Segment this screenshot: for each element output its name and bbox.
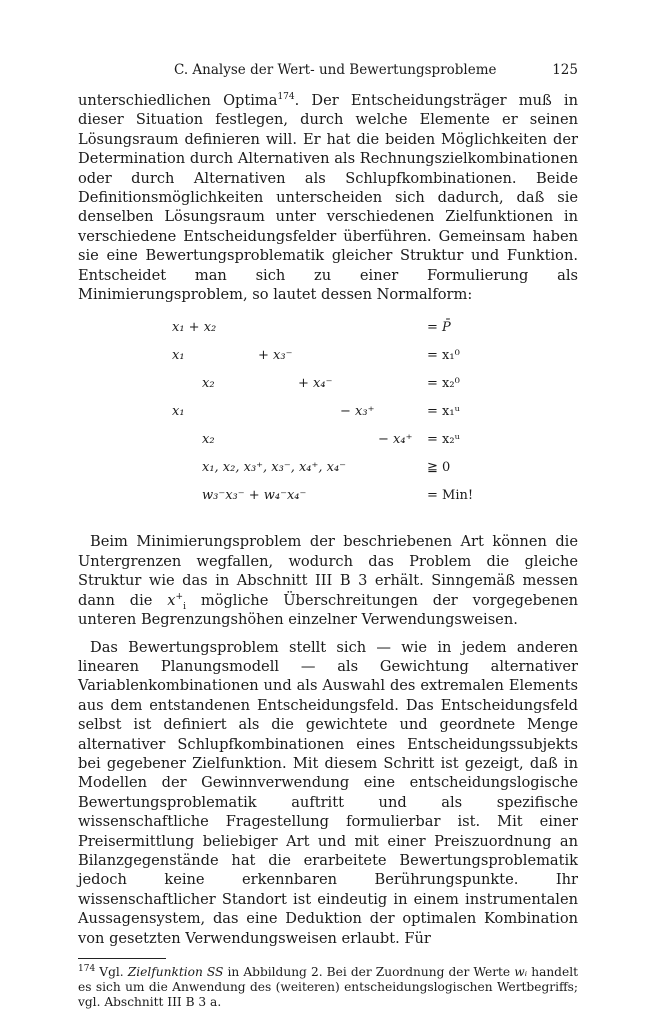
constraint-row-1 [78, 320, 578, 340]
variable-x-sub: i [183, 601, 186, 612]
row-2-x1: x₁ [172, 348, 185, 364]
page-number: 125 [552, 62, 578, 78]
footnote-text-b: in Abbildung 2. Bei der Zuordnung der Werte [223, 965, 515, 979]
row-4-x1: x₁ [172, 404, 185, 420]
row-2-term: + x₃⁻ [258, 348, 293, 364]
paragraph-1-body: . Der Entscheidungsträger muß in dieser Situation festlegen, durch welche Elemente er seinen Lösungsraum definieren will. Er hat die beiden Möglichkeiten der Determination durch Alternativen als Rechnungszielkombinationen oder durch Alternativen als Schlupfkombinationen. Beide Definitionsmöglichkeiten unterscheiden sich dadurch, daß sie denselben Lösungsraum unter verschiedenen Zielfunktionen in verschiedene Entscheidungsfelder überführen. Gemeinsam haben sie eine Bewertungsproblematik gleicher Struktur und Funktion. Entscheidet man sich zu einer Formulierung als Minimierungsproblem, so lautet dessen Normalform: [78, 92, 578, 304]
row-3-term: + x₄⁻ [298, 376, 333, 392]
footnote-text-a: Vgl. [95, 965, 128, 979]
row-4-rhs: = x₁ᵘ [427, 404, 460, 420]
footnote-174 [78, 965, 578, 1011]
constraint-row-3 [78, 376, 578, 396]
row-1-rhs [427, 320, 451, 335]
row-6-vars: x₁, x₂, x₃⁺, x₃⁻, x₄⁺, x₄⁻ [202, 460, 347, 476]
paragraph-2-start: Beim Minimierungsproblem der beschriebenen Art können die Untergrenzen wegfallen, wodurch das Problem die gleiche Struktur wie das in Abschnitt III B 3 erhält. Sinngemäß messen dann die [78, 533, 578, 609]
footnote-rule [78, 958, 166, 959]
row-6-rhs: ≧ 0 [427, 460, 451, 476]
objective-function: w₃⁻x₃⁻ + w₄⁻x₄⁻ [202, 488, 307, 504]
paragraph-2 [78, 532, 578, 629]
row-4-term: − x₃⁺ [340, 404, 375, 420]
constraint-row-2 [78, 348, 578, 368]
paragraph-3: Das Bewertungsproblem stellt sich — wie in jedem anderen linearen Planungsmodell — als Gewichtung alternativer Variablenkombinationen und als Auswahl des extremalen Elements aus dem entstandenen Entscheidungsfeld. Das Entscheidungsfeld selbst ist definiert als die gewichtete und geordnete Menge alternativer Schlupfkombinationen eines Entscheidungssubjekts bei gegebener Zielfunktion. Mit diesem Schritt ist gezeigt, daß in Modellen der Gewinnverwendung eine entscheidungslogische Bewertungsproblematik auftritt und als spezifische wissenschaftliche Fragestellung formulierbar ist. Mit einer Preisermittlung beliebiger Art und mit einer Preiszuordnung an Bilanzgegenstände hat die erarbeitete Bewertungsproblematik jedoch keine erkennbaren Berührungspunkte. Ihr wissenschaftlicher Standort ist eindeutig in einem instrumentalen Aussagensystem, das eine Deduktion der optimalen Kombination von gesetzten Verwendungsweisen erlaubt. Für [78, 638, 578, 947]
nonnegativity-row [78, 460, 578, 480]
running-header [78, 62, 578, 84]
running-title: C. Analyse der Wert- und Bewertungsprobleme [174, 62, 497, 78]
normal-form-system [78, 320, 578, 520]
page [78, 62, 578, 1011]
constraint-row-4 [78, 404, 578, 424]
row-3-rhs: = x₂⁰ [427, 376, 460, 392]
row-5-rhs: = x₂ᵘ [427, 432, 460, 448]
variable-x-sup: + [175, 591, 184, 602]
footnote-number: 174 [78, 963, 96, 974]
paragraph-1-start: unterschiedlichen Optima [78, 92, 278, 109]
row-1-rhs-var: P̄ [442, 320, 451, 336]
row-5-term: − x₄⁺ [378, 432, 413, 448]
row-3-x2: x₂ [202, 376, 215, 392]
paragraph-2-end: mögliche Überschreitungen der vorgegebenen unteren Begrenzungshöhen einzelner Verwendungsweisen. [78, 591, 578, 629]
footnote-variable: wᵢ [514, 965, 528, 979]
constraint-row-5 [78, 432, 578, 452]
paragraph-1 [78, 91, 578, 304]
row-5-x2: x₂ [202, 432, 215, 448]
row-2-rhs: = x₁⁰ [427, 348, 460, 364]
row-1-eq: = [427, 320, 443, 336]
footnote-reference: 174 [277, 92, 295, 103]
footnote-text-c: handelt es sich um die Anwendung des (weiteren) entscheidungslogischen Wertbegriffs; vgl. Abschnitt III B 3 a. [78, 965, 578, 1010]
objective-rhs: = Min! [427, 488, 474, 504]
row-1-lhs: x₁ + x₂ [172, 320, 217, 336]
footnote-emphasis: Zielfunktion SS [127, 965, 224, 979]
variable-x: x [167, 591, 176, 609]
objective-row [78, 488, 578, 508]
